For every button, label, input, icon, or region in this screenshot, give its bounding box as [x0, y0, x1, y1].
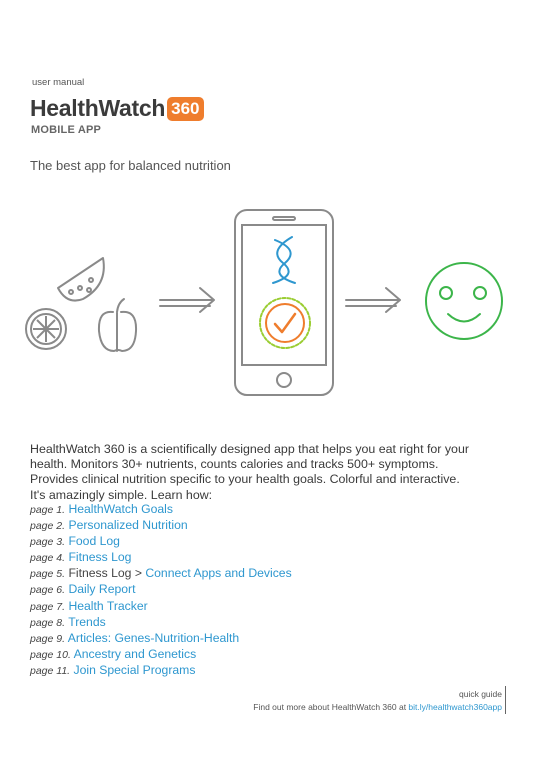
smiley-face-icon — [426, 263, 502, 339]
toc-item[interactable] — [30, 534, 500, 550]
toc-item[interactable] — [30, 647, 500, 663]
toc-item[interactable] — [30, 582, 500, 598]
toc-prefix: Fitness Log > — [68, 566, 146, 581]
toc-item[interactable] — [30, 502, 500, 518]
dna-icon — [273, 237, 295, 283]
illustration — [0, 195, 550, 405]
manual-label: user manual — [32, 77, 85, 88]
toc-link[interactable]: Trends — [68, 614, 106, 629]
toc-link[interactable]: Articles: Genes-Nutrition-Health — [67, 630, 240, 645]
toc-item[interactable] — [30, 518, 500, 534]
tagline: The best app for balanced nutrition — [30, 158, 231, 173]
toc-item[interactable] — [30, 615, 500, 631]
footer-link[interactable]: bit.ly/healthwatch360app — [408, 702, 502, 712]
toc-page-number: page 10. — [30, 648, 71, 661]
footer-divider — [505, 686, 506, 714]
footer-label: quick guide — [458, 689, 502, 699]
brand-logo — [30, 95, 204, 122]
toc-page-number: page 4. — [30, 552, 66, 565]
footer-message: Find out more about HealthWatch 360 at — [253, 702, 409, 712]
toc-page-number: page 2. — [30, 520, 66, 533]
citrus-icon — [26, 309, 66, 349]
toc-link[interactable]: Daily Report — [68, 582, 136, 597]
watermelon-icon — [58, 258, 104, 301]
toc-link[interactable]: Join Special Programs — [73, 662, 196, 677]
toc-link[interactable]: Personalized Nutrition — [68, 518, 188, 533]
toc-item[interactable] — [30, 599, 500, 615]
toc-page-number: page 8. — [30, 616, 66, 629]
toc-item[interactable] — [30, 566, 500, 582]
toc-link[interactable]: HealthWatch Goals — [68, 502, 173, 516]
footer-text — [253, 701, 502, 714]
toc-page-number: page 7. — [30, 600, 66, 613]
arrow-right-icon — [346, 288, 400, 312]
toc-page-number: page 11. — [30, 664, 71, 677]
phone-icon — [235, 210, 333, 395]
toc-page-number: page 9. — [30, 632, 66, 645]
footer — [253, 688, 502, 714]
toc-link[interactable]: Food Log — [68, 534, 120, 549]
arrow-right-icon — [160, 288, 214, 312]
toc-link[interactable]: Health Tracker — [68, 598, 148, 613]
toc-item[interactable] — [30, 550, 500, 566]
toc-page-number: page 1. — [30, 504, 66, 516]
toc-link[interactable]: Ancestry and Genetics — [73, 646, 197, 661]
brand-subtitle: MOBILE APP — [31, 124, 102, 136]
toc-page-number: page 6. — [30, 584, 66, 597]
apple-icon — [99, 299, 136, 351]
toc-item[interactable] — [30, 663, 500, 679]
intro-paragraph: HealthWatch 360 is a scientifically designed app that helps you eat right for your health. Monitors 30+ nutrients, counts calories and tracks 500+ symptoms. Provides clinical nutrition specific to your health goals. Colorful and interactive. It's amazingly simple. Learn how: — [30, 442, 469, 502]
checkmark-badge-icon — [260, 298, 310, 348]
toc-page-number: page 5. — [30, 568, 66, 581]
toc-link[interactable]: Fitness Log — [68, 550, 132, 565]
toc-page-number: page 3. — [30, 536, 66, 549]
toc-item[interactable] — [30, 631, 500, 647]
brand-name: HealthWatch — [30, 95, 166, 121]
brand-badge: 360 — [167, 97, 203, 121]
toc-link[interactable]: Connect Apps and Devices — [145, 566, 292, 581]
table-of-contents — [30, 502, 500, 679]
